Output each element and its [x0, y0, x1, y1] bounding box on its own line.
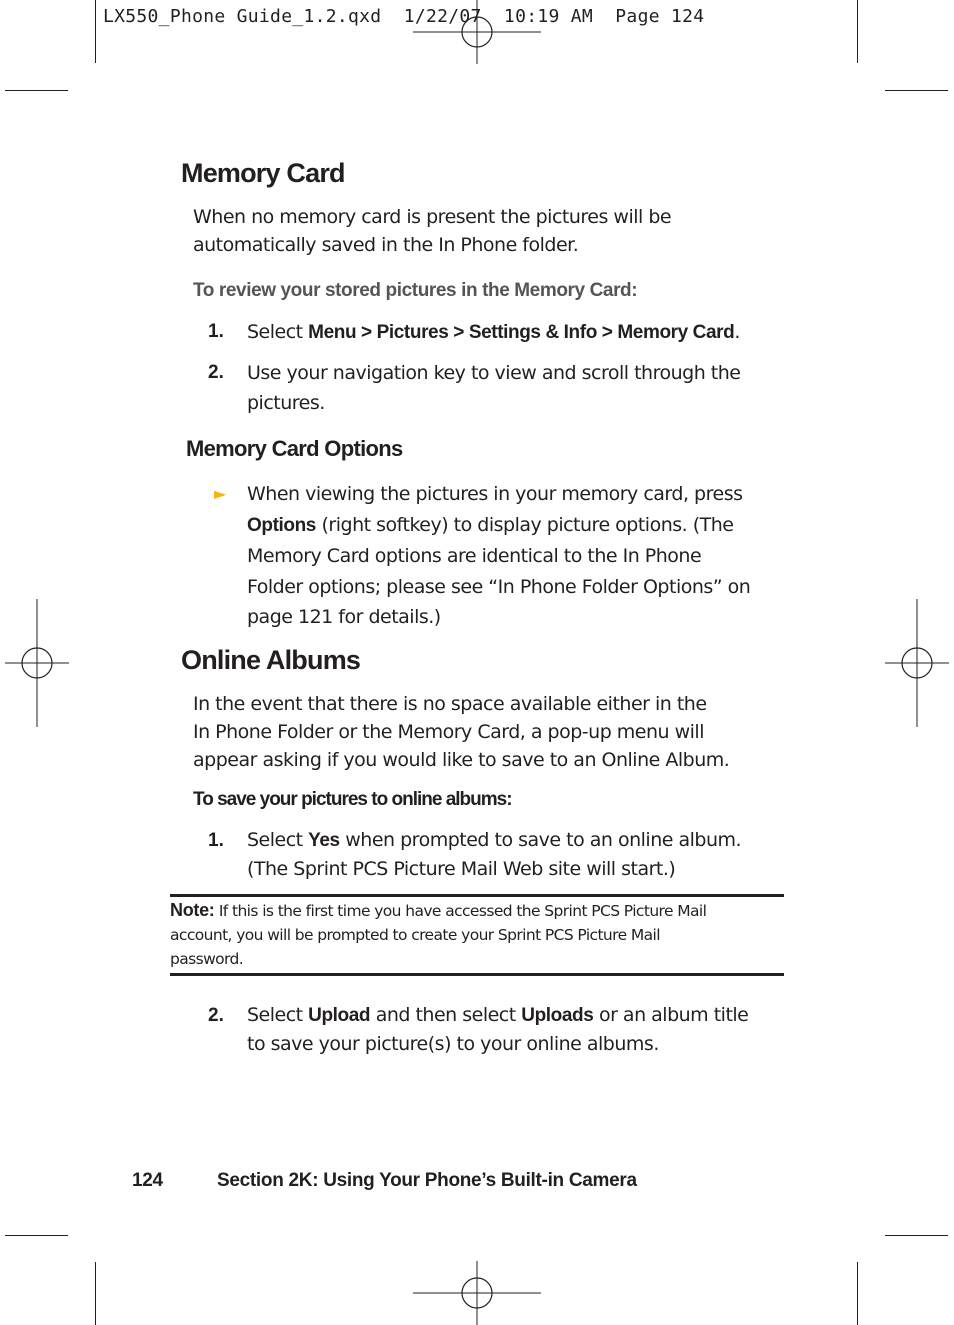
bullet-line: Memory Card options are identical to the In Phone — [247, 545, 702, 567]
crop-mark — [95, 1262, 96, 1325]
bullet-line: When viewing the pictures in your memory card, press — [247, 483, 743, 505]
memory-card-paragraph — [193, 203, 671, 259]
step-text-part: . — [734, 321, 740, 343]
step-text-part: and then select — [370, 1004, 522, 1026]
paragraph-line: In the event that there is no space available either in the — [193, 693, 707, 715]
subheading-memory-card-options: Memory Card Options — [186, 436, 403, 461]
crop-mark — [885, 1235, 948, 1236]
step-number: 2. — [208, 362, 224, 383]
step-line: pictures. — [247, 392, 325, 414]
note-text: If this is the first time you have accessed the Sprint PCS Picture Mail — [214, 902, 707, 920]
registration-mark-icon — [413, 0, 541, 64]
step-text-part: Select — [247, 1004, 309, 1026]
procedure-intro: To review your stored pictures in the Memory Card: — [193, 280, 638, 301]
crop-mark — [885, 90, 948, 91]
step-text — [247, 358, 740, 418]
step-number: 2. — [208, 1005, 224, 1026]
step-text-part: Select — [247, 321, 309, 343]
crop-mark — [5, 1235, 68, 1236]
option-label: Upload — [308, 1005, 371, 1026]
paragraph-line: automatically saved in the In Phone folder. — [193, 234, 579, 256]
step-text — [247, 1001, 748, 1059]
option-label: Uploads — [521, 1005, 594, 1026]
registration-mark-icon — [5, 599, 69, 727]
paragraph-line: In Phone Folder or the Memory Card, a pop-up menu will — [193, 721, 704, 743]
softkey-label: Options — [247, 514, 316, 536]
step-line: (The Sprint PCS Picture Mail Web site will start.) — [247, 858, 676, 880]
step-line — [247, 826, 741, 855]
step-line — [247, 1001, 748, 1030]
crop-mark — [857, 1262, 858, 1325]
step-text-part: when prompted to save to an online album. — [339, 829, 742, 851]
step-text-part: or an album title — [593, 1004, 749, 1026]
bullet-text-part: (right softkey) to display picture options. (The — [315, 513, 734, 536]
option-label: Yes — [308, 830, 340, 851]
step-text-part: Select — [247, 829, 309, 851]
page-number: 124 — [132, 1170, 163, 1191]
bullet-arrow-icon: ► — [214, 484, 227, 503]
note-box — [170, 898, 770, 971]
note-line — [170, 898, 770, 923]
print-slug: LX550_Phone Guide_1.2.qxd 1/22/07 10:19 AM Page 124 — [103, 6, 705, 27]
crop-mark — [95, 0, 96, 63]
registration-mark-icon — [413, 1261, 541, 1325]
crop-mark — [5, 90, 68, 91]
procedure-intro: To save your pictures to online albums: — [193, 789, 512, 810]
note-line: password. — [170, 950, 244, 968]
bullet-line — [247, 510, 750, 542]
bullet-line: page 121 for details.) — [247, 606, 441, 628]
menu-path: Menu > Pictures > Settings & Info > Memory Card — [308, 322, 735, 343]
section-heading-online-albums: Online Albums — [181, 645, 361, 675]
step-line: to save your picture(s) to your online albums. — [247, 1033, 659, 1055]
note-rule-top — [170, 894, 784, 897]
section-heading-memory-card: Memory Card — [181, 158, 345, 188]
step-number: 1. — [208, 321, 224, 342]
step-text — [247, 317, 740, 348]
note-line: account, you will be prompted to create your Sprint PCS Picture Mail — [170, 926, 660, 944]
step-text — [247, 826, 741, 884]
online-albums-paragraph — [193, 690, 729, 774]
section-footer: Section 2K: Using Your Phone’s Built-in Camera — [217, 1170, 637, 1191]
registration-mark-icon — [885, 599, 949, 727]
note-label: Note: — [170, 900, 215, 920]
crop-mark — [857, 0, 858, 63]
paragraph-line: When no memory card is present the pictures will be — [193, 206, 672, 228]
bullet-text — [247, 479, 750, 633]
paragraph-line: appear asking if you would like to save to an Online Album. — [193, 749, 730, 771]
step-number: 1. — [208, 830, 224, 851]
bullet-line: Folder options; please see “In Phone Folder Options” on — [247, 575, 751, 598]
note-rule-bottom — [170, 973, 784, 976]
step-line: Use your navigation key to view and scroll through the — [247, 362, 741, 384]
